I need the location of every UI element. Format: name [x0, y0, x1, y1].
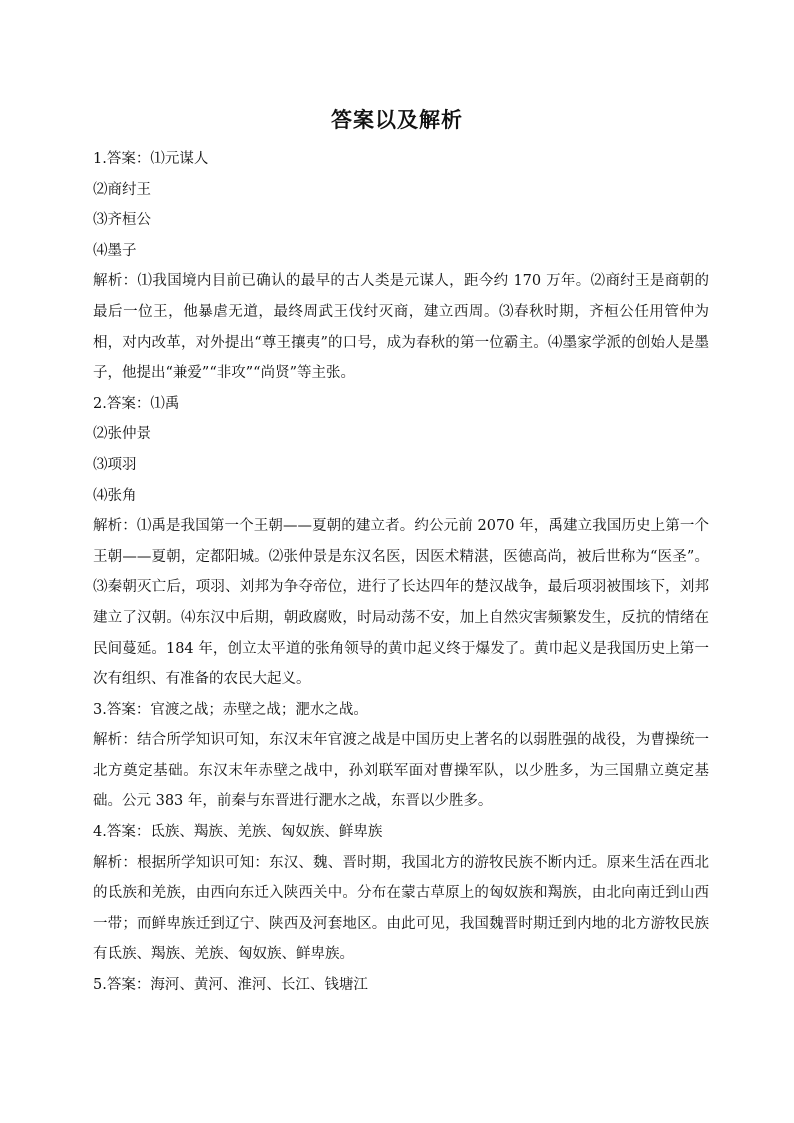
page-title: 答案以及解析: [331, 107, 463, 132]
explanation-paragraph: 解析：结合所学知识可知，东汉末年官渡之战是中国历史上著名的以弱胜强的战役，为曹操统一北方奠定基础。东汉末年赤壁之战中，孙刘联军面对曹操军队，以少胜多，为三国鼎立奠定基础。公元 383 年，前秦与东晋进行淝水之战，东晋以少胜多。: [93, 732, 709, 810]
answer-line: ⑵张仲景: [93, 426, 151, 443]
explanation-paragraph: 解析：⑴禹是我国第一个王朝——夏朝的建立者。约公元前 2070 年，禹建立我国历史上第一个王朝——夏朝，定都阳城。⑵张仲景是东汉名医，因医术精湛，医德高尚，被后世称为“医圣”。⑶秦朝灭亡后，项羽、刘邦为争夺帝位，进行了长达四年的楚汉战争，最后项羽被围垓下，刘邦建立了汉朝。⑷东汉中后期，朝政腐败，时局动荡不安，加上自然灾害频繁发生，反抗的情绪在民间蔓延。184 年，创立太平道的张角领导的黄巾起义终于爆发了。黄巾起义是我国历史上第一次有组织、有准备的农民大起义。: [93, 518, 709, 688]
explanation-paragraph: 解析：根据所学知识可知：东汉、魏、晋时期，我国北方的游牧民族不断内迁。原来生活在西北的氐族和羌族，由西向东迁入陕西关中。分布在蒙古草原上的匈奴族和羯族，由北向南迁到山西一带；而鲜卑族迁到辽宁、陕西及河套地区。由此可见，我国魏晋时期迁到内地的北方游牧民族有氐族、羯族、羌族、匈奴族、鲜卑族。: [93, 854, 709, 963]
answer-content: [93, 144, 709, 1001]
answer-line: 2.答案：⑴禹: [93, 395, 180, 412]
answer-line: ⑷墨子: [93, 242, 137, 259]
answer-line: ⑵商纣王: [93, 181, 151, 198]
answer-line: ⑷张角: [93, 487, 137, 504]
answer-line: 3.答案：官渡之战；赤壁之战；淝水之战。: [93, 701, 368, 718]
answer-line: 4.答案：氐族、羯族、羌族、匈奴族、鲜卑族: [93, 824, 383, 841]
answer-line: ⑶齐桓公: [93, 212, 151, 229]
explanation-paragraph: 解析：⑴我国境内目前已确认的最早的古人类是元谋人，距今约 170 万年。⑵商纣王是商朝的最后一位王，他暴虐无道，最终周武王伐纣灭商，建立西周。⑶春秋时期，齐桓公任用管仲为相，对内改革，对外提出“尊王攘夷”的口号，成为春秋的第一位霸主。⑷墨家学派的创始人是墨子，他提出“兼爱”“非攻”“尚贤”等主张。: [93, 273, 709, 382]
answer-line: 1.答案：⑴元谋人: [93, 151, 209, 167]
answer-line: ⑶项羽: [93, 456, 137, 473]
answer-line: 5.答案：海河、黄河、淮河、长江、钱塘江: [93, 977, 368, 994]
